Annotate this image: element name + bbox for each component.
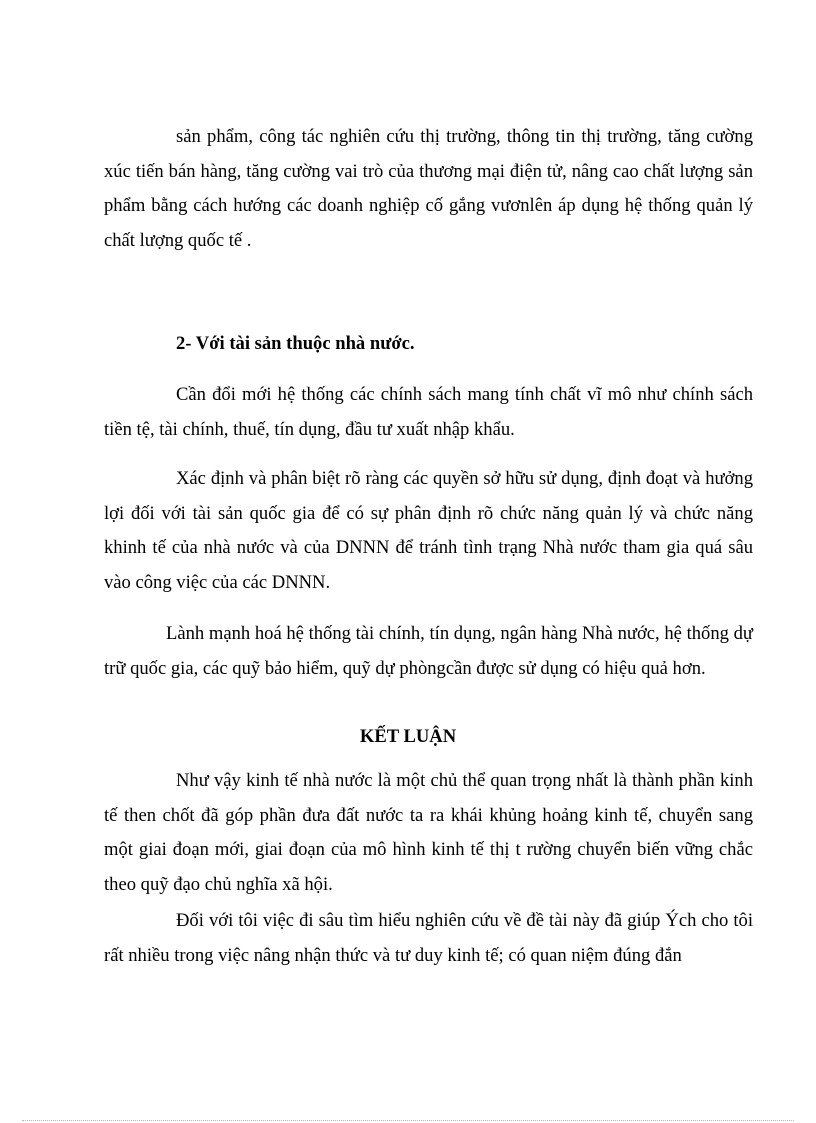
paragraph-product-quality: sản phẩm, công tác nghiên cứu thị trường, thông tin thị trường, tăng cường xúc tiến bán hàng, tăng cường vai trò của thương mại điện tử, nâng cao chất lượng sản phẩm bằng cách hướng các doanh nghiệp cố gắng vươnlên áp dụng hệ thống quản lý chất lượng quốc tế . [104,126,753,251]
paragraph-conclusion-state-economy: Như vậy kinh tế nhà nước là một chủ thể quan trọng nhất là thành phần kinh tế then chốt đã góp phần đưa đất nước ta ra khái khủng hoảng kinh tế, chuyển sang một giai đoạn mới, giai đoạn của mô hình kinh tế thị t rường chuyển biến vững chắc theo quỹ đạo chủ nghĩa xã hội. [104,770,753,895]
conclusion-heading: KẾT LUẬN [359,726,457,747]
paragraph-conclusion-personal: Đối với tôi việc đi sâu tìm hiểu nghiên cứu về đề tài này đã giúp Ých cho tôi rất nhiều trong việc nâng nhận thức và tư duy kinh tế; có quan niệm đúng đắn [104,910,753,966]
section-heading-state-assets: 2- Với tài sản thuộc nhà nước. [176,333,415,354]
paragraph-macro-policy: Cần đổi mới hệ thống các chính sách mang tính chất vĩ mô như chính sách tiền tệ, tài chính, thuế, tín dụng, đầu tư xuất nhập khẩu. [104,384,753,440]
paragraph-ownership-rights: Xác định và phân biệt rõ ràng các quyền sở hữu sử dụng, định đoạt và hưởng lợi đối với tài sản quốc gia để có sự phân định rõ chức năng quản lý và chức năng khinh tế của nhà nước và của DNNN để tránh tình trạng Nhà nước tham gia quá sâu vào công việc của các DNNN. [104,468,753,593]
page-bottom-divider [22,1120,794,1121]
paragraph-financial-system: Lành mạnh hoá hệ thống tài chính, tín dụng, ngân hàng Nhà nước, hệ thống dự trữ quốc gia, các quỹ bảo hiểm, quỹ dự phòngcần được sử dụng có hiệu quả hơn. [104,623,753,679]
